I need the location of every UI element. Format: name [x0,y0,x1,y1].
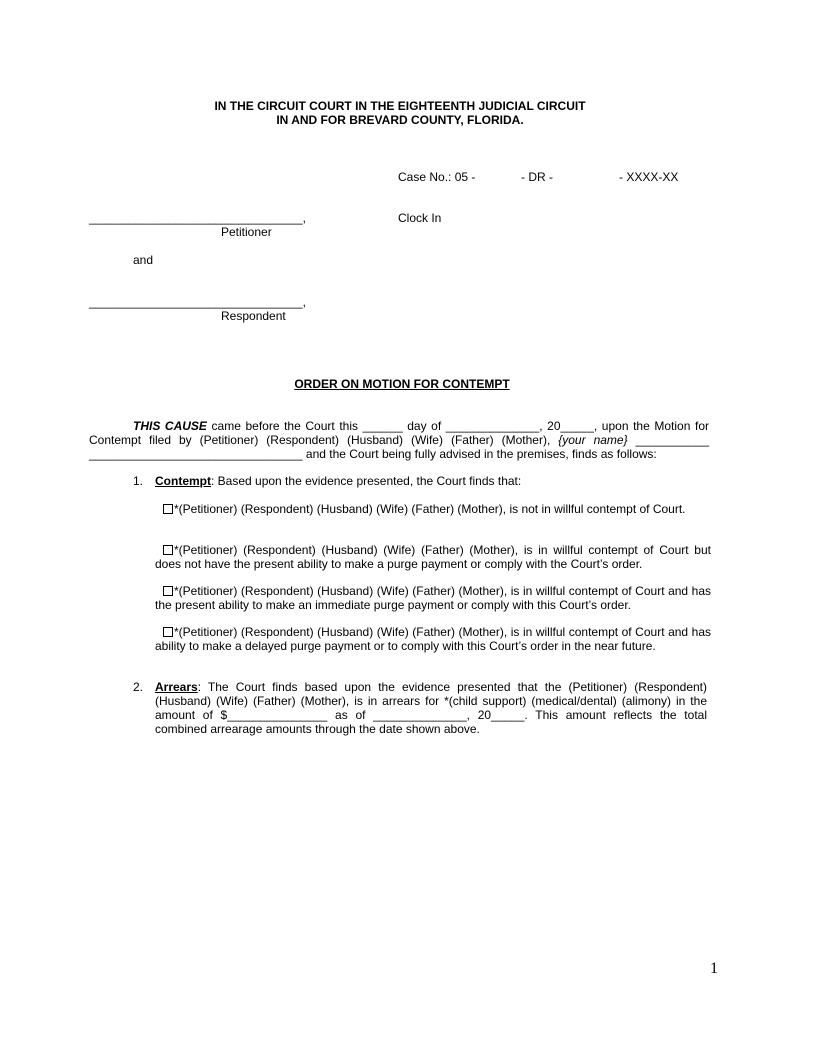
case-number-dr: - DR - [521,170,553,184]
court-heading-line1: IN THE CIRCUIT COURT IN THE EIGHTEENTH JUDICIAL CIRCUIT [214,99,586,113]
checkbox-icon[interactable] [163,627,173,637]
respondent-label: Respondent [221,309,286,323]
checkbox-icon[interactable] [163,504,173,514]
petitioner-name-blank: ________________________________, [89,211,306,225]
court-heading-line2: IN AND FOR BREVARD COUNTY, FLORIDA. [276,113,524,127]
arrears-heading: Arrears [155,680,198,694]
order-title: ORDER ON MOTION FOR CONTEMPT [294,377,510,391]
section1-text: : Based upon the evidence presented, the Court finds that: [211,474,522,488]
arrears-paragraph [155,680,707,736]
section1-number: 1. [133,474,144,488]
this-cause-text: THIS CAUSE [133,419,207,433]
contempt-option-4: *(Petitioner) (Respondent) (Husband) (Wife) (Father) (Mother), is in willful contempt of Court and has ability to make a delayed purge payment or to comply with this Court’s order in the near future. [155,625,711,653]
clock-in-label: Clock In [398,211,442,225]
page-number: 1 [710,960,718,977]
intro-paragraph [89,419,709,461]
contempt-option-1: *(Petitioner) (Respondent) (Husband) (Wife) (Father) (Mother), is not in willful contempt of Court. [155,502,711,516]
intro-text-1: came before the Court this ______ day of ______________, 20_____, upon the Motion for Contempt filed by (Petitioner) (Respondent) (Husband) (Wife) (Father) (Mother), [89,419,709,447]
checkbox-icon[interactable] [163,586,173,596]
petitioner-label: Petitioner [221,225,272,239]
section2-text: : The Court finds based upon the evidence presented that the (Petitioner) (Respondent) (Husband) (Wife) (Father) (Mother), is in arrears for *(child support) (medical/dental) (alimony) in the amount of $_______________ as of ______________, 20_____. This amount reflects the total combined arrearage amounts through the date shown above. [155,680,707,736]
section2-number: 2. [133,680,144,694]
respondent-name-blank: ________________________________, [89,295,306,309]
section1-heading-line [155,474,715,488]
intro-text-2: ___________ ________________________________ and the Court being fully advised in the premises, finds as follows: [89,433,709,461]
checkbox-icon[interactable] [163,545,173,555]
your-name-placeholder: {your name} [558,433,628,447]
case-number-suffix: - XXXX-XX [619,170,679,184]
and-label: and [133,253,154,267]
case-number-label: Case No.: 05 - [398,170,476,184]
contempt-option-2: *(Petitioner) (Respondent) (Husband) (Wife) (Father) (Mother), is in willful contempt of Court but does not have the present ability to make a purge payment or comply with the Court’s order. [155,543,711,571]
contempt-option-3: *(Petitioner) (Respondent) (Husband) (Wife) (Father) (Mother), is in willful contempt of Court and has the present ability to make an immediate purge payment or comply with this Court’s order. [155,584,711,612]
contempt-heading: Contempt [155,474,211,488]
